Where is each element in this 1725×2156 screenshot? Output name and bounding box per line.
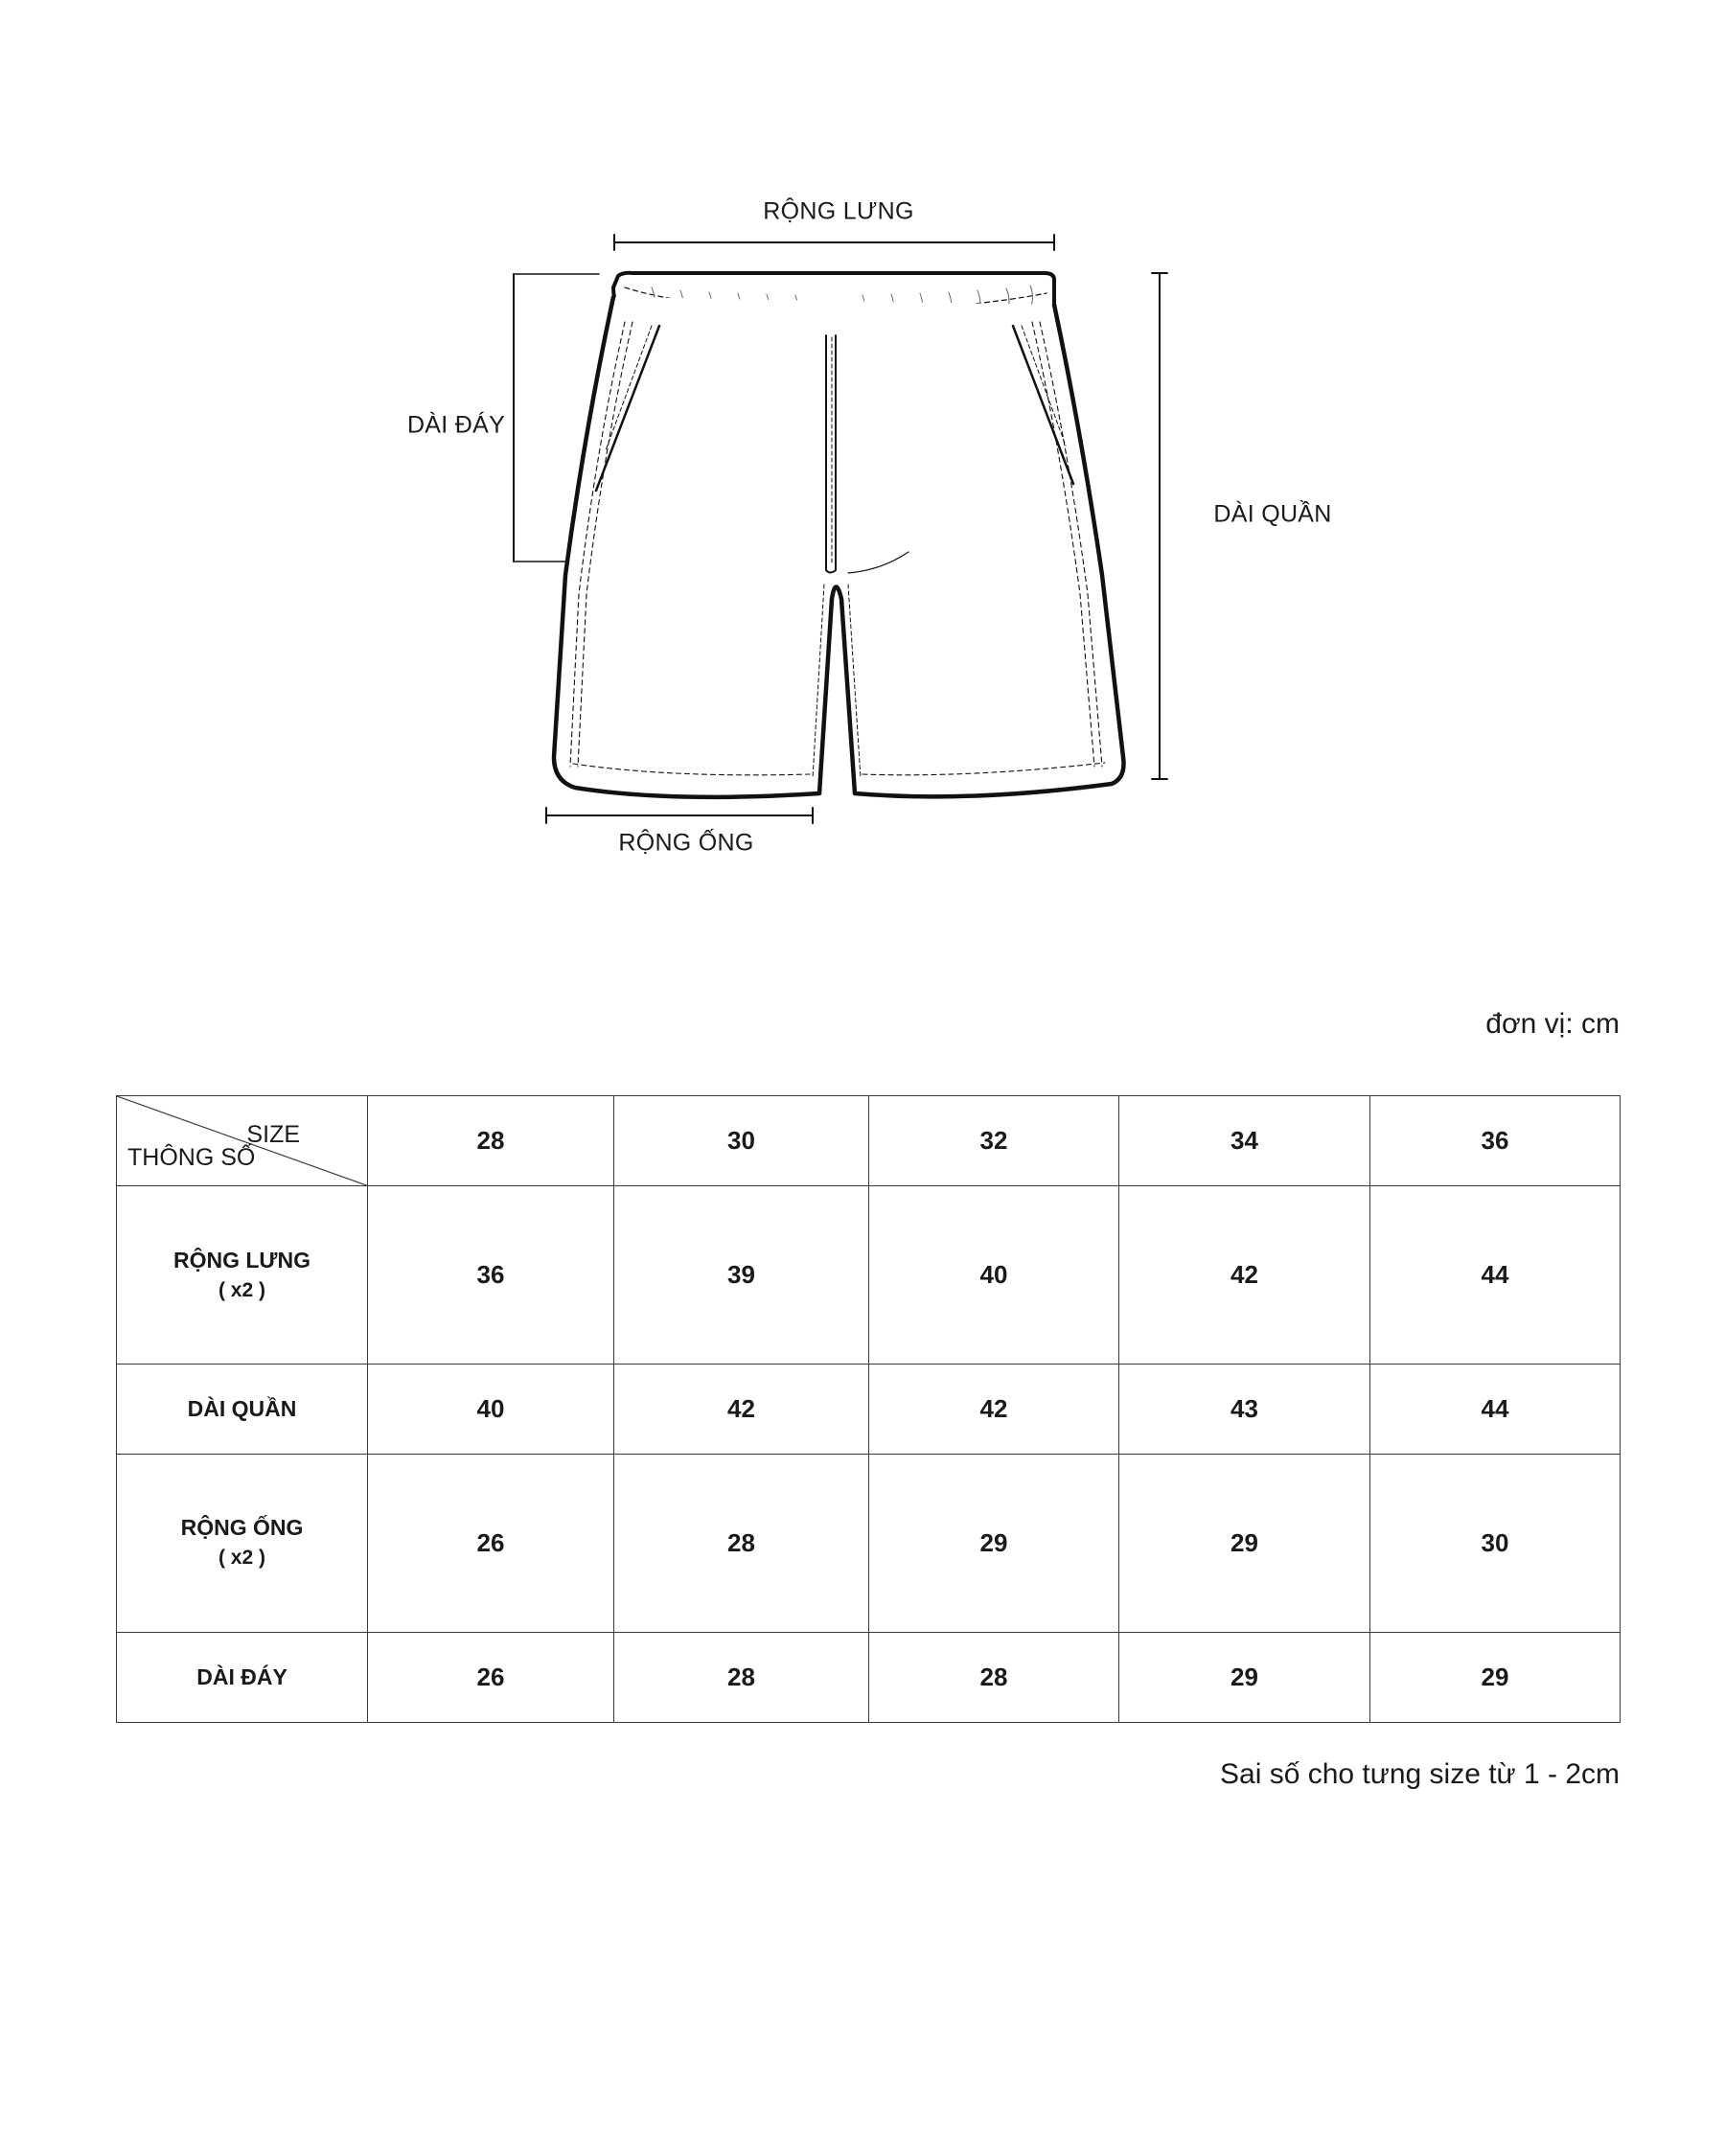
- shorts-diagram: [0, 0, 1725, 920]
- table-cell: 29: [869, 1455, 1119, 1633]
- table-cell: 29: [1119, 1455, 1370, 1633]
- rise-label: DÀI ĐÁY: [406, 411, 506, 439]
- size-header: 30: [614, 1096, 869, 1186]
- table-row: [117, 1186, 1621, 1365]
- corner-diagonal: [117, 1096, 367, 1185]
- table-cell: 44: [1370, 1364, 1621, 1454]
- size-header: 28: [368, 1096, 614, 1186]
- size-header: 34: [1119, 1096, 1370, 1186]
- table-cell: 42: [614, 1364, 869, 1454]
- row-label: RỘNG LƯNG ( x2 ): [117, 1186, 368, 1365]
- table-cell: 26: [368, 1455, 614, 1633]
- table-cell: 29: [1119, 1632, 1370, 1722]
- table-cell: 42: [1119, 1186, 1370, 1365]
- table-cell: 28: [614, 1632, 869, 1722]
- table-header-row: [117, 1096, 1621, 1186]
- table-cell: 42: [869, 1364, 1119, 1454]
- table-cell: 40: [869, 1186, 1119, 1365]
- waist-width-label: RỘNG LƯNG: [763, 197, 914, 225]
- row-sublabel: ( x2 ): [218, 1278, 265, 1301]
- table-cell: 29: [1370, 1632, 1621, 1722]
- table-cell: 40: [368, 1364, 614, 1454]
- table-row: [117, 1364, 1621, 1454]
- row-label: DÀI QUẦN: [117, 1364, 368, 1454]
- row-label: DÀI ĐÁY: [117, 1632, 368, 1722]
- size-header: 36: [1370, 1096, 1621, 1186]
- unit-note: đơn vị: cm: [1485, 1008, 1620, 1040]
- shorts-illustration: [0, 0, 1725, 920]
- size-chart-table: [116, 1095, 1621, 1723]
- table-row: [117, 1632, 1621, 1722]
- corner-size-label: SIZE: [246, 1121, 300, 1148]
- length-label: DÀI QUẦN: [1213, 500, 1332, 528]
- table-cell: 30: [1370, 1455, 1621, 1633]
- table-cell: 44: [1370, 1186, 1621, 1365]
- tolerance-footnote: Sai số cho tưng size từ 1 - 2cm: [1220, 1758, 1620, 1790]
- table-cell: 26: [368, 1632, 614, 1722]
- table-row: [117, 1455, 1621, 1633]
- table-cell: 28: [869, 1632, 1119, 1722]
- size-header: 32: [869, 1096, 1119, 1186]
- row-sublabel: ( x2 ): [218, 1547, 265, 1570]
- row-label: RỘNG ỐNG ( x2 ): [117, 1455, 368, 1633]
- table-cell: 39: [614, 1186, 869, 1365]
- table-cell: 36: [368, 1186, 614, 1365]
- leg-opening-label: RỘNG ỐNG: [618, 829, 754, 857]
- table-cell: 28: [614, 1455, 869, 1633]
- table-corner-cell: [117, 1096, 368, 1186]
- corner-param-label: THÔNG SỐ: [127, 1144, 256, 1172]
- table-cell: 43: [1119, 1364, 1370, 1454]
